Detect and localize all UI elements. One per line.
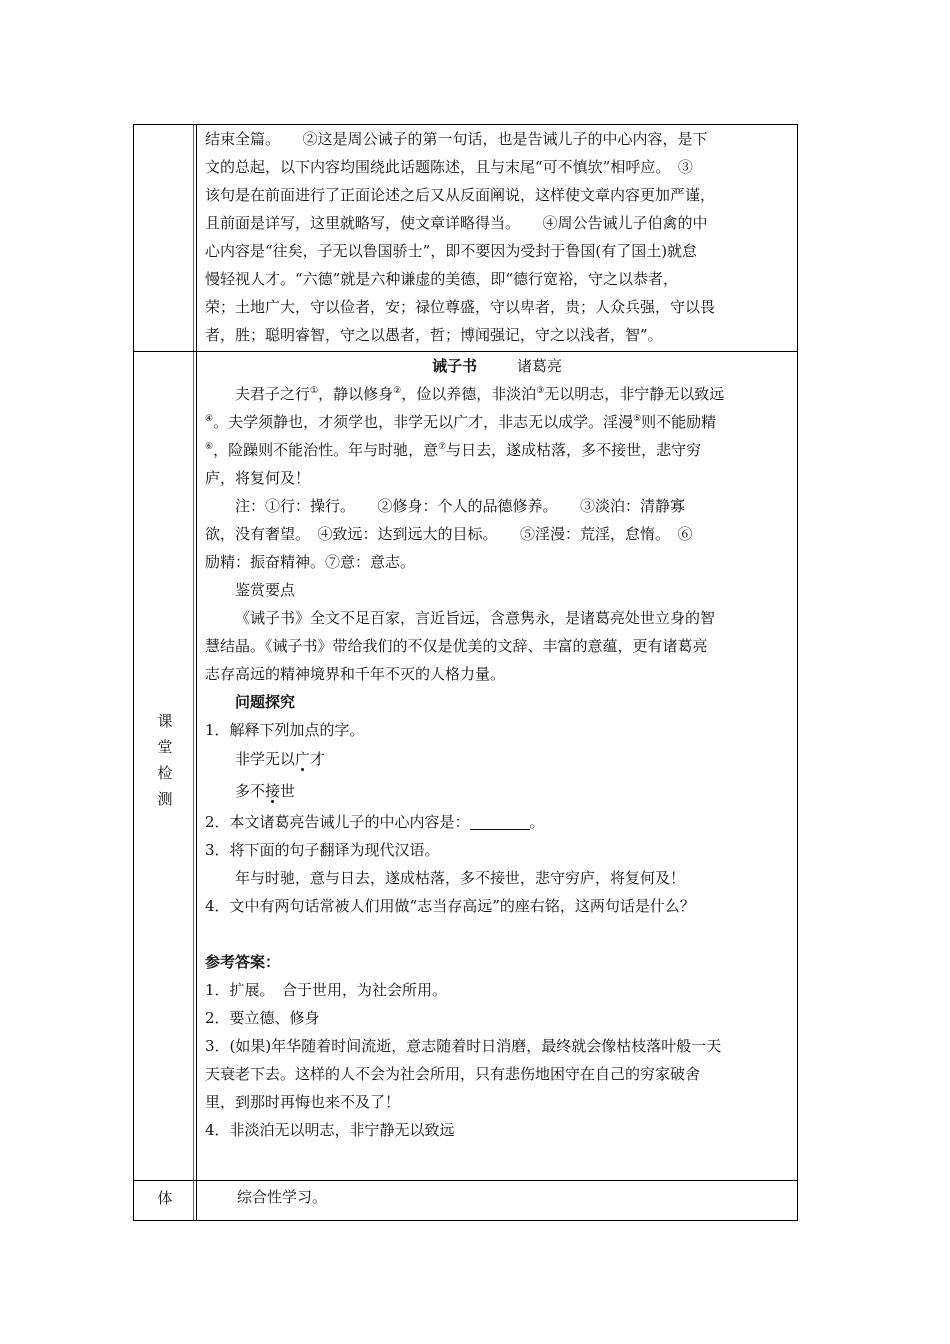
passage-title: 诫子书 [431,357,477,375]
question-1b: 多不接世 [235,782,296,800]
summary-text: 综合性学习。 [237,1188,328,1206]
passage-title-line [205,352,789,380]
question-1a: 非学无以广才 [235,750,326,768]
answer-2: 2．要立德、修身 [205,1009,320,1027]
text-line: 慢轻视人才。“六德”就是六种谦虚的美德，即“德行宽裕，守之以恭者， [205,270,679,288]
appreciation-line: 志存高远的精神境界和千年不灭的人格力量。 [205,665,506,683]
answer-3: 天衰老下去。这样的人不会为社会所用，只有悲伤地困守在自己的穷家破舍 [205,1065,701,1083]
content-cell [197,1181,798,1221]
question-1: 1．解释下列加点的字。 [205,721,365,739]
text-line: 荣；土地广大，守以俭者，安；禄位尊盛，守以卑者，贵；人众兵强，守以畏 [205,298,716,316]
answer-3: 里，到那时再悔也来不及了！ [205,1093,401,1111]
answer-4: 4．非淡泊无以明志，非宁静无以致远 [205,1121,455,1139]
table-row [134,125,798,352]
question-4: 4．文中有两句话常被人们用做“志当存高远”的座右铭，这两句话是什么？ [205,897,695,915]
table-row [134,352,798,1181]
appreciation-line: 慧结晶。《诫子书》带给我们的不仅是优美的文辞、丰富的意蕴，更有诸葛亮 [205,637,708,655]
answer-3: 3．(如果)年华随着时间流逝，意志随着时日消磨，最终就会像枯枝落叶般一天 [205,1037,722,1055]
passage-line: 夫君子之行①，静以修身②，俭以养德，非淡泊③无以明志，非宁静无以致远 [235,385,725,403]
text-line: 文的总起，以下内容均围绕此话题陈述，且与末尾“可不慎欤”相呼应。 ③ [205,158,693,176]
notes-line: 欲，没有奢望。 ④致远：达到远大的目标。 ⑤淫漫：荒淫，怠惰。 ⑥ [205,525,693,543]
text-line: 结束全篇。 ②这是周公诫子的第一句话，也是告诫儿子的中心内容，是下 [205,130,708,148]
question-3: 3．将下面的句子翻译为现代汉语。 [205,841,440,859]
label-cell-empty [134,125,197,352]
text-line: 者，胜；聪明睿智，守之以愚者，哲；博闻强记，守之以浅者，智”。 [205,326,663,344]
text-line: 心内容是“往矣，子无以鲁国骄士”，即不要因为受封于鲁国(有了国土)就怠 [205,242,698,260]
answer-1: 1．扩展。 合于世用，为社会所用。 [205,981,448,999]
question-2: 2．本文诸葛亮告诫儿子的中心内容是： 。 [205,813,545,831]
notes-line: 注：①行：操行。 ②修身：个人的品德修养。 ③淡泊：清静寡 [235,497,686,515]
appreciation-line: 《诫子书》全文不足百家，言近旨远，含意隽永，是诸葛亮处世立身的智 [235,609,716,627]
answer-blank [470,813,530,830]
spacer [205,920,789,948]
label-cell-classroom-check [134,352,197,1181]
content-cell [197,125,798,352]
text-line: 且前面是详写，这里就略写，使文章详略得当。 ④周公告诫儿子伯禽的中 [205,214,708,232]
lesson-table [133,124,798,1221]
passage-author: 诸葛亮 [517,357,563,375]
section-label: 体 [157,1189,173,1207]
notes-line: 励精：振奋精神。⑦意：意志。 [205,553,416,571]
question-3a: 年与时驰，意与日去，遂成枯落，多不接世，悲守穷庐，将复何及！ [235,869,686,887]
text-line: 该句是在前面进行了正面论述之后又从反面阐说，这样使文章内容更加严谨， [205,186,716,204]
appreciation-heading: 鉴赏要点 [235,581,296,599]
answers-heading: 参考答案： [205,953,281,971]
passage-line: ④。夫学须静也，才须学也，非学无以广才，非志无以成学。淫漫⑤则不能励精 [205,413,717,431]
passage-line: ⑥，险躁则不能治性。年与时驰，意⑦与日去，遂成枯落，多不接世，悲守穷 [205,441,702,459]
section-label: 课 堂 检 测 [157,712,173,808]
questions-heading: 问题探究 [235,693,296,711]
passage-line: 庐，将复何及！ [205,469,311,487]
label-cell-bottom [134,1181,197,1221]
table-row [134,1181,798,1221]
content-cell [197,352,798,1181]
